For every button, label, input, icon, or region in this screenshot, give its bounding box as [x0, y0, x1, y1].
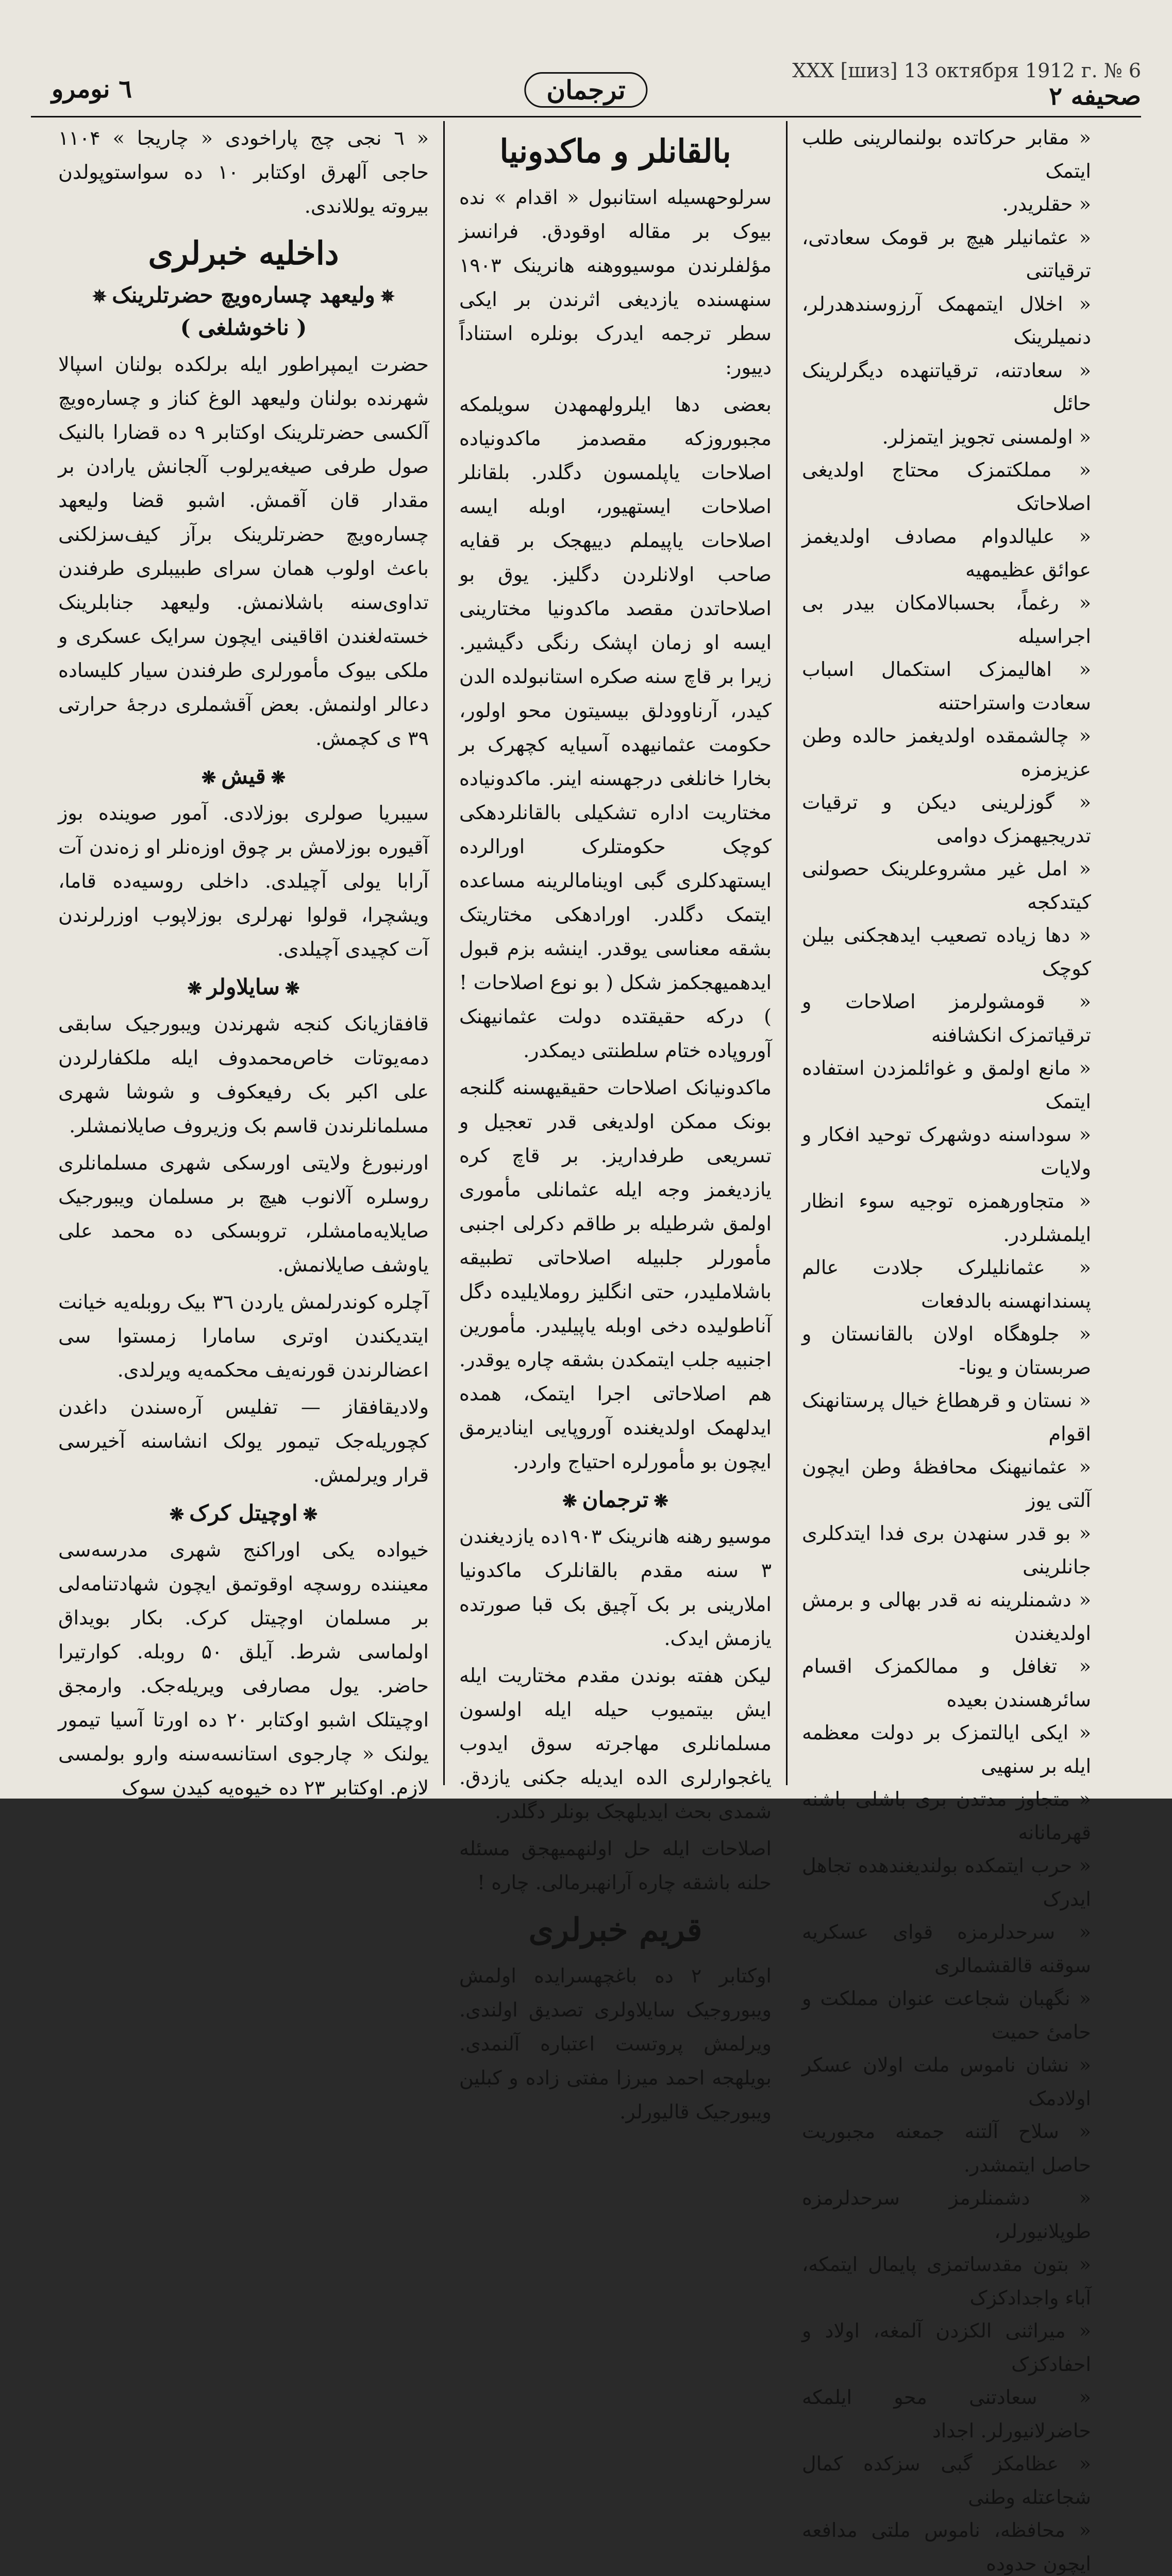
proclamation-text [802, 121, 1091, 2576]
proclamation-line: « جلوهگاه اولان بالقانستان و صربستان و یونا- [802, 1323, 1091, 1379]
proclamation-line: « سعادتنی محو ایلمکه حاضرلانیورلر. اجداد [802, 2386, 1091, 2442]
proclamation-line: « بو قدر سنهدن بری فدا ایتدکلری جانلرینی [802, 1522, 1091, 1578]
proclamation-line: « قومشولرمز اصلاحات و ترقیاتمزک انکشافنه [802, 990, 1091, 1046]
column-right [786, 121, 1106, 2575]
proclamation-line: « عثمانیلر هیچ بر قومک سعادتی، ترقیاتنی [802, 226, 1091, 282]
subheading: ✵ولیعهد چساره‌ویچ حضرتلرینک✵ [92, 282, 395, 308]
proclamation-line: « سلاح آلتنه جمعنه مجبوریت حاصل ایتمشدر. [802, 2120, 1091, 2176]
news-item: خیواده یکی اوراکنج شهری مدرسه‌سی معیننده روسچه اوقوتمق ایچون شهادتنامه‌لی بر مسلمان اوچیتل کرک. بکار بویداق اولماسی شرط. آیلق ۵۰ روبله. کوارتیرا حاضر. یول مصارفی ویریله‌جک. وارمجق اوچیتلک اشبو اوکتابر ۲۰ ده اورتا آسیا تیمور یولنک « چارجوی استانسه‌سنه وارو بولمسی لازم. اوکتابر ۲۳ ده خیوه‌یه کیدن سوک [58, 1538, 429, 1799]
proclamation-line: « ایکی ایالتمزک بر دولت معظمه ایله بر سنهیی [802, 1721, 1091, 1777]
proclamation-line: « تغافل و ممالکمزک اقسام سائرهسندن بعیده [802, 1655, 1091, 1711]
ornament-icon: ❋ [303, 1504, 318, 1525]
subheading-sub: ( ناخوشلغی ) [180, 315, 307, 340]
column-center [443, 121, 786, 2123]
proclamation-line: « عثمانلیلرک جلادت عالم پسندانهسنه بالدفعات [802, 1256, 1091, 1312]
subheading: ❋اوچیتل کرک❋ [169, 1500, 318, 1526]
proclamation-line: « دها زیاده تصعیب ایدهجکنی بیلن کوچک [802, 924, 1091, 980]
proclamation-line: « مقابر حرکاتده بولنمالرینی طلب ایتمک [802, 126, 1091, 182]
proclamation-line: « دشمنلرینه نه قدر بهالی و برمش اولدیغندن [802, 1588, 1091, 1645]
proclamation-line: « متجاوز مدتدن بری باشلی باشنه قهرمانانه [802, 1788, 1091, 1844]
proclamation-line: « محافظه، ناموس ملتی مدافعه ایچون حدوده [802, 2519, 1091, 2575]
columns [44, 121, 1106, 2575]
proclamation-line: « بتون مقدساتمزی پایمال ایتمکه، آباء واجدادکزک [802, 2253, 1091, 2309]
proclamation-line: « چالشمقده اولدیغمز حالده وطن عزیزمزه [802, 724, 1091, 781]
ornament-icon: ❋ [562, 1491, 577, 1512]
proclamation-line: « امل غیر مشروعلرینک حصولنی کیتدکجه [802, 857, 1091, 913]
section-title-domestic: داخلیه خبرلری [148, 234, 339, 272]
article-paragraph: ماکدونیانک اصلاحات حقیقیهسنه گلنجه بونک ممکن اولدیغی قدر تعجیل و تسریعی طرفداریز. بر قاچ کره یازدیغمز وجه ایله عثمانلی مأموری اولمق شرطیله بر طاقم دکرلی اجنبی مأمورلر جلبیله اصلاحاتی تطبیقه باشلاملیدر، حتی انگلیز روملایلیده دگل آناطولیده دخی اوبله یاپیلیدر. مأمورین اجنبیه جلب ایتمکدن بشقه چاره یوقدر. هم اصلاحاتی اجرا ایتمک، همده ایدلهمک اولدیغنده آوروپایی اینادیرمق ایچون بو مأمورلره احتیاج واردر. [459, 1076, 772, 1473]
page-header [31, 59, 1141, 117]
ornament-icon: ❋ [187, 978, 202, 999]
subheading-terjuman: ❋ترجمان❋ [562, 1487, 668, 1512]
article-paragraph: بعضی دها ایلرولهمهدن سویلمکه مجبوروزکه مقصدمز ماکدونیاده اصلاحات یاپلمسون دگلدر. بلقانلر اصلاحات ایستهیور، اوبله ایسه اصلاحات یاپیملم دییهجک بر قفایه صاحب اولانلردن دگلیز. یوق بو اصلاحاتدن مقصد ماکدونیا مختارینی ایسه او زمان اپشک رنگی دگیشیر. زیرا بر قاچ سنه صکره استانبولده الدن کیدر، آرناوودلق بیسیتون محو اولور، حکومت عثمانیهده آسیایه کچهرک بر بخارا خانلغی درجهسنه اینر. ماکدونیاده مختاریت اداره تشکیلی بالقانلردهکی کوچک حکومتلرک اورالرده ایستهدکلری گبی اوینامالرینه مساعده ایتمک دگلدر. اورادهکی مختاریتک بشقه معناسی یوقدر. اینشه بزم قبول ایدهمیهجکمز شکل ( بو نوع اصلاحات ! ) درکه حقیقتده دولت عثمانیهنک آوروپاده ختام سلطنتی دیمکدر. [459, 393, 772, 1062]
proclamation-line: « سعادتنه، ترقیاتنهده دیگرلرینک حائل [802, 359, 1091, 415]
proclamation-line: « مملکتمزک محتاج اولدیغی اصلاحاتک [802, 459, 1091, 515]
section-title-crimea: قریم خبرلری [528, 1911, 702, 1948]
ornament-icon: ❋ [654, 1491, 668, 1512]
article-paragraph: موسیو رهنه هانرینک ۱۹۰۳ده یازدیغندن ۳ سنه مقدم بالقانلرک ماکدونیا املارینی بر بک آچیق بک قبا صورتده یازمش ایدک. [459, 1525, 772, 1650]
article-title: بالقانلر و ماکدونیا [499, 132, 731, 170]
proclamation-line: « نگهبان شجاعت عنوان مملکت و حامیٔ حمیت [802, 1987, 1091, 2043]
proclamation-line: « گوزلرینی دیکن و ترقیات تدریجیهمزک دوامی [802, 791, 1091, 847]
subheading: ❋سایلاولر❋ [187, 974, 300, 999]
ornament-icon: ❋ [201, 768, 216, 788]
proclamation-line: « سوداسنه دوشهرک توحید افکار و ولایات [802, 1123, 1091, 1179]
proclamation-line: « حرب ایتمکده بولندیغندهده تجاهل ایدرک [802, 1854, 1091, 1910]
ornament-icon: ✵ [380, 286, 395, 307]
column-left [44, 121, 443, 1799]
header-right [792, 59, 1141, 111]
proclamation-line: « اهالیمزک استکمال اسباب سعادت واستراحتنه [802, 658, 1091, 714]
news-item: سیبریا صولری بوزلادی. آمور صوینده بوز آقیوره بوزلامش بر چوق اوزه‌نلر او زه‌ندن آت آرابا یولی آچیلدی. داخلی روسیه‌ده قاما، ویشچرا، قولوا نهرلری بوزلاپوب اوزرلرندن آت کچیدی آچیلدی. [58, 802, 429, 960]
news-item: آچلره کوندرلمش یاردن ۳٦ بیک روبله‌یه خیانت ایتدیکندن اوتری سامارا زمستوا سی اعضالرندن قورنه‌یف محکمه‌یه ویرلدی. [58, 1291, 429, 1381]
news-item: « ٦ نجی چج پاراخودی « چاریجا » ۱۱۰۴ حاجی آلهرق اوکتابر ۱۰ ده سواستوپولدن بیروته یوللاندی. [58, 127, 429, 217]
masthead-date: XXX [шиз] 13 октября 1912 г. № 6 [792, 59, 1141, 82]
proclamation-line: « علیالدوام مصادف اولدیغمز عوائق عظیمهیه [802, 525, 1091, 581]
issue-number: ٦ نومرو [52, 75, 132, 104]
proclamation-line: « دشمنلرمز سرحدلرمزه طوپلانیورلر، [802, 2187, 1091, 2243]
article-paragraph: سرلوحهسیله استانبول « اقدام » نده بیوک بر مقاله اوقودق. فرانسز مؤلفلرندن موسیووهنه هانرینک ۱۹۰۳ سنهسنده یازدیغی اثرندن بر ایکی سطر ترجمه ایدرک بونلره استناداً دییور: [459, 186, 772, 379]
proclamation-line: « حقلریدر. [1002, 193, 1091, 215]
subheading: ❋قیش❋ [201, 764, 286, 789]
ornament-icon: ❋ [285, 978, 300, 999]
proclamation-line: « رغماً، بحسبالامکان بیدر بی اجراسیله [802, 591, 1091, 648]
news-item: ولادیقافقاز — تفلیس آره‌سندن داغدن کچوریله‌جک تیمور یولک انشاسنه آخیرسی قرار ویرلمش. [58, 1396, 429, 1486]
proclamation-line: « اخلال ایتمهمک آرزوسندهدرلر، دنمیلرینک [802, 292, 1091, 348]
proclamation-line: « اولمسنی تجویز ایتمزلر. [882, 425, 1091, 448]
article-paragraph: اوکتابر ۲ ده باغچهسرایده اولمش ویبوروجیک سایلاولری تصدیق اولندی. ویرلمش پروتست اعتباره آلنمدی. بویلهجه احمد میرزا مفتی زاده و کبلین ویبورجیک قالیورلر. [459, 1964, 772, 2123]
header-center [524, 75, 647, 105]
newspaper-name: ترجمان [524, 72, 647, 108]
proclamation-line: « مانع اولمق و غوائلمزدن استفاده ایتمک [802, 1057, 1091, 1113]
ornament-icon: ❋ [169, 1504, 185, 1525]
proclamation-line: « نشان ناموس ملت اولان عسکر اولادمک [802, 2054, 1091, 2110]
news-item: حضرت ایمپراطور ایله برلکده بولنان اسپالا شهرنده بولنان ولیعهد الوغ کناز و چساره‌ویچ آلکسی حضرتلرینک اوکتابر ۹ ده قضارا بالنیک صول طرفی صیغه‌یرلوب آلجانش یارادن بر مقدار قان آقمش. اشبو قضا ولیعهد چساره‌ویچ حضرتلرینک برآز کیف‌سزلکنی باعث اولوب همان سرای طبیبلری طرفندن تداوی‌سنه باشلانمش. ولیعهد جنابلرینک خسته‌لغندن اقاقینی ایچون سرایک عسکری و ملکی بیوک مأمورلری طرفندن سیار کلیساده دعالر اولنمش. بعض آقشملری درجهٔ حرارتی ۳۹ ی کچمش. [58, 353, 429, 750]
article-paragraph: لیکن هفته بوندن مقدم مختاریت ایله ایش بیتمیوب حیله ایله اولسون مسلمانلری مهاجرته سوق ایدوب یاغجوارلری الده ایدیله جکنی یازدق. شمدی بحث ایدیلهجک بونلر دگلدر. [459, 1664, 772, 1823]
news-item: قافقازیانک کنجه شهرندن ویبورجیک سابقی دمه‌یوتات خاص‌محمدوف ایله ملکفارلردن علی اکبر بک رفیعکوف و شوشا شهری مسلمانلرندن قاسم بک وزیروف صایلانمشلر. [58, 1012, 429, 1137]
proclamation-line: « عظامکز گبی سزکده کمال شجاعتله وطنی [802, 2452, 1091, 2509]
article-paragraph: اصلاحات ایله حل اولنهمیهجق مسئله حلنه باشقه چاره آرانهبرمالی. چاره ! [459, 1837, 772, 1894]
proclamation-line: « عثمانیهنک محافظهٔ وطن ایچون آلتی یوز [802, 1455, 1091, 1512]
proclamation-line: « متجاورهمزه توجیه سوء انظار ایلمشلردر. [802, 1190, 1091, 1246]
ornament-icon: ❋ [271, 768, 286, 788]
page-number: صحیفه ۲ [1049, 82, 1141, 111]
proclamation-line: « میراثنی الکزدن آلمغه، اولاد و احفادکزک [802, 2319, 1091, 2376]
proclamation-line: « سرحدلرمزه قوای عسکریه سوقنه قالقشمالری [802, 1921, 1091, 1977]
ornament-icon: ✵ [92, 286, 107, 307]
proclamation-line: « نستان و قرهطاغ خیال پرستانهنک اقوام [802, 1389, 1091, 1445]
news-item: اورنبورغ ولایتی اورسکی شهری مسلمانلری روسلره آلانوب هیچ بر مسلمان ویبورجیک صایلایه‌مامشلر، تروبسکی ده محمد علی یاوشف صایلانمش. [58, 1151, 429, 1276]
header-left [52, 75, 132, 104]
